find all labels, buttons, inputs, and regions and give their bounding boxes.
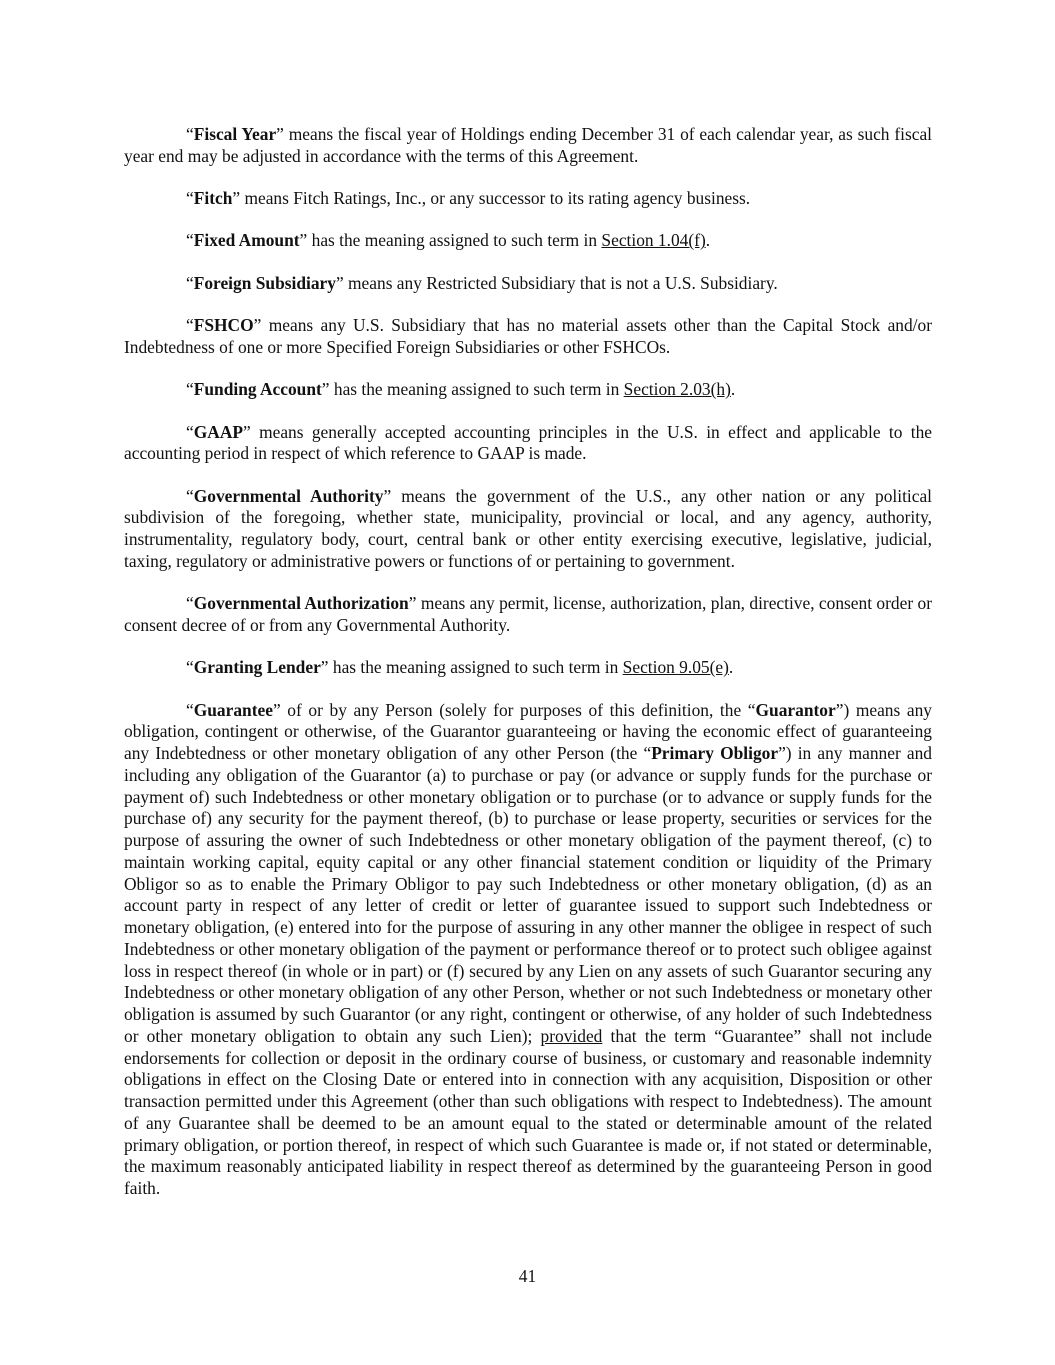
defined-term: Guarantor [755,699,836,720]
defined-term: Funding Account [193,379,322,400]
definition-text: of or by any Person (solely for purposes of this definition, the “ [280,699,756,720]
definition-governmental-authorization: “Governmental Authorization” means any permit, license, authorization, plan, directive, consent order or consent decree of or from any Governmental Authority. [124,593,932,635]
definition-text: means any U.S. Subsidiary that has no material assets other than the Capital Stock and/or Indebtedness of one or more Specified Foreign Subsidiaries or other FSHCOs. [124,315,932,357]
defined-term: Primary Obligor [651,743,779,764]
definition-text: that the term “Guarantee” shall not include endorsements for collection or deposit in the ordinary course of business, or customary and reasonable indemnity obligations in effect on the Closing Date or entered into in connection with any acquisition, Disposition or other transaction permitted under this Agreement (other than such obligations with respect to Indebtedness). The amount of any Guarantee shall be deemed to be an amount equal to the stated or determinable amount of the related primary obligation, or portion thereof, in respect of which such Guarantee is made or, if not stated or determinable, the maximum reasonably anticipated liability in respect thereof as determined by the guaranteeing Person in good faith. [124,1025,932,1199]
defined-term: GAAP [193,421,244,442]
definition-text: means any Restricted Subsidiary that is not a U.S. Subsidiary. [343,272,778,293]
document-page [124,124,932,1221]
definition-text: means Fitch Ratings, Inc., or any successor to its rating agency business. [240,188,751,209]
defined-term: FSHCO [193,315,254,336]
defined-term: Fiscal Year [193,124,277,144]
section-reference: Section 9.05(e) [622,657,729,678]
defined-term: Foreign Subsidiary [193,272,336,293]
definition-text: has the meaning assigned to such term in [328,657,623,678]
definition-text: . [730,379,736,400]
definition-text: . [728,657,734,678]
page-number: 41 [518,1266,537,1286]
definition-text: means the fiscal year of Holdings ending December 31 of each calendar year, as such fiscal year end may be adjusted in accordance with the terms of this Agreement. [124,124,932,166]
defined-term: Granting Lender [193,657,321,678]
definition-funding-account: “Funding Account” has the meaning assigned to such term in Section 2.03(h). [186,379,736,400]
definition-foreign-subsidiary: “Foreign Subsidiary” means any Restricted Subsidiary that is not a U.S. Subsidiary. [186,272,778,293]
definition-text: means any permit, license, authorization, plan, directive, consent order or consent decree of or from any Governmental Authority. [124,593,932,635]
definition-text: means the government of the U.S., any other nation or any political subdivision of the foregoing, whether state, municipality, provincial or local, and any agency, authority, instrumentality, regulatory body, court, central bank or other entity exercising executive, legislative, judicial, taxing, regulatory or administrative powers or functions of or pertaining to government. [124,485,933,571]
definition-fiscal-year: “Fiscal Year” means the fiscal year of Holdings ending December 31 of each calendar year, as such fiscal year end may be adjusted in accordance with the terms of this Agreement. [124,124,932,166]
definition-text: means generally accepted accounting principles in the U.S. in effect and applicable to the accounting period in respect of which reference to GAAP is made. [124,421,932,464]
definition-guarantee: “Guarantee” of or by any Person (solely for purposes of this definition, the “Guarantor”) means any obligation, contingent or otherwise, of the Guarantor guaranteeing or having the economic effect of guaranteeing any Indebtedness or other monetary obligation of any other Person (the “Primary Obligor”) in any manner and including any obligation of the Guarantor (a) to purchase or pay (or advance or supply funds for the purchase or payment of) such Indebtedness or other monetary obligation or to purchase (or to advance or supply funds for the purchase of) any security for the payment thereof, (b) to purchase or lease property, securities or services for the purpose of assuring the owner of such Indebtedness or other monetary obligation of the payment thereof, (c) to maintain working capital, equity capital or any other financial statement condition or liquidity of the Primary Obligor so as to enable the Primary Obligor to pay such Indebtedness or other monetary obligation, (d) as an account party in respect of any letter of credit or letter of guarantee issued to support such Indebtedness or monetary obligation, (e) entered into for the purpose of assuring in any other manner the obligee in respect of such Indebtedness or other monetary obligation of the payment or performance thereof or to protect such obligee against loss in respect thereof (in whole or in part) or (f) secured by any Lien on any assets of such Guarantor securing any Indebtedness or other monetary obligation of any other Person, whether or not such Indebtedness or monetary other obligation is assumed by such Guarantor (or any right, contingent or otherwise, of any holder of such Indebtedness or other monetary obligation to obtain any such Lien); provided that the term “Guarantee” shall not include endorsements for collection or deposit in the ordinary course of business, or customary and reasonable indemnity obligations in effect on the Closing Date or entered into in connection with any acquisition, Disposition or other transaction permitted under this Agreement (other than such obligations with respect to Indebtedness). The amount of any Guarantee shall be deemed to be an amount equal to the stated or determinable amount of the related primary obligation, or portion thereof, in respect of which such Guarantee is made or, if not stated or determinable, the maximum reasonably anticipated liability in respect thereof as determined by the guaranteeing Person in good faith. [124,699,933,1199]
definition-text: has the meaning assigned to such term in [329,379,624,400]
defined-term: Fixed Amount [193,230,300,251]
defined-term: Governmental Authorization [193,593,409,614]
definition-text: has the meaning assigned to such term in [307,230,602,251]
defined-term: Governmental Authority [193,485,384,506]
definition-fshco: “FSHCO” means any U.S. Subsidiary that has no material assets other than the Capital Stock and/or Indebtedness of one or more Specified Foreign Subsidiaries or other FSHCOs. [124,315,932,357]
section-reference: Section 2.03(h) [623,379,731,400]
definition-text: ”) means any obligation, contingent or otherwise, of the Guarantor guaranteeing or having the economic effect of guaranteeing any Indebtedness or other monetary obligation of any other Person (the “ [124,699,933,764]
definition-text: ”) in any manner and including any obligation of the Guarantor (a) to purchase or pay (or advance or supply funds for the purchase or payment of) such Indebtedness or other monetary obligation or to purchase (or to advance or supply funds for the purchase of) any security for the payment thereof, (b) to purchase or lease property, securities or services for the purpose of assuring the owner of such Indebtedness or other monetary obligation of the payment thereof, (c) to maintain working capital, equity capital or any other financial statement condition or liquidity of the Primary Obligor so as to enable the Primary Obligor to pay such Indebtedness or other monetary obligation, (d) as an account party in respect of any letter of credit or letter of guarantee issued to support such Indebtedness or monetary obligation, (e) entered into for the purpose of assuring in any other manner the obligee in respect of such Indebtedness or other monetary obligation of the payment or performance thereof or to protect such obligee against loss in respect thereof (in whole or in part) or (f) secured by any Lien on any assets of such Guarantor securing any Indebtedness or other monetary obligation of any other Person, whether or not such Indebtedness or monetary other obligation is assumed by such Guarantor (or any right, contingent or otherwise, of any holder of such Indebtedness or other monetary obligation to obtain any such Lien); [124,743,932,1046]
definition-fixed-amount: “Fixed Amount” has the meaning assigned to such term in Section 1.04(f). [186,230,711,251]
definition-gaap: “GAAP” means generally accepted accounting principles in the U.S. in effect and applicable to the accounting period in respect of which reference to GAAP is made. [124,421,932,464]
proviso-term: provided [540,1025,603,1046]
defined-term: Fitch [193,188,233,209]
defined-term: Guarantee [193,699,273,720]
definition-governmental-authority: “Governmental Authority” means the government of the U.S., any other nation or any political subdivision of the foregoing, whether state, municipality, provincial or local, and any agency, authority, instrumentality, regulatory body, court, central bank or other entity exercising executive, legislative, judicial, taxing, regulatory or administrative powers or functions of or pertaining to government. [124,485,933,571]
definition-granting-lender: “Granting Lender” has the meaning assigned to such term in Section 9.05(e). [186,657,734,678]
section-reference: Section 1.04(f) [601,230,706,251]
definition-text: . [705,230,711,251]
definition-fitch: “Fitch” means Fitch Ratings, Inc., or any successor to its rating agency business. [186,188,751,209]
